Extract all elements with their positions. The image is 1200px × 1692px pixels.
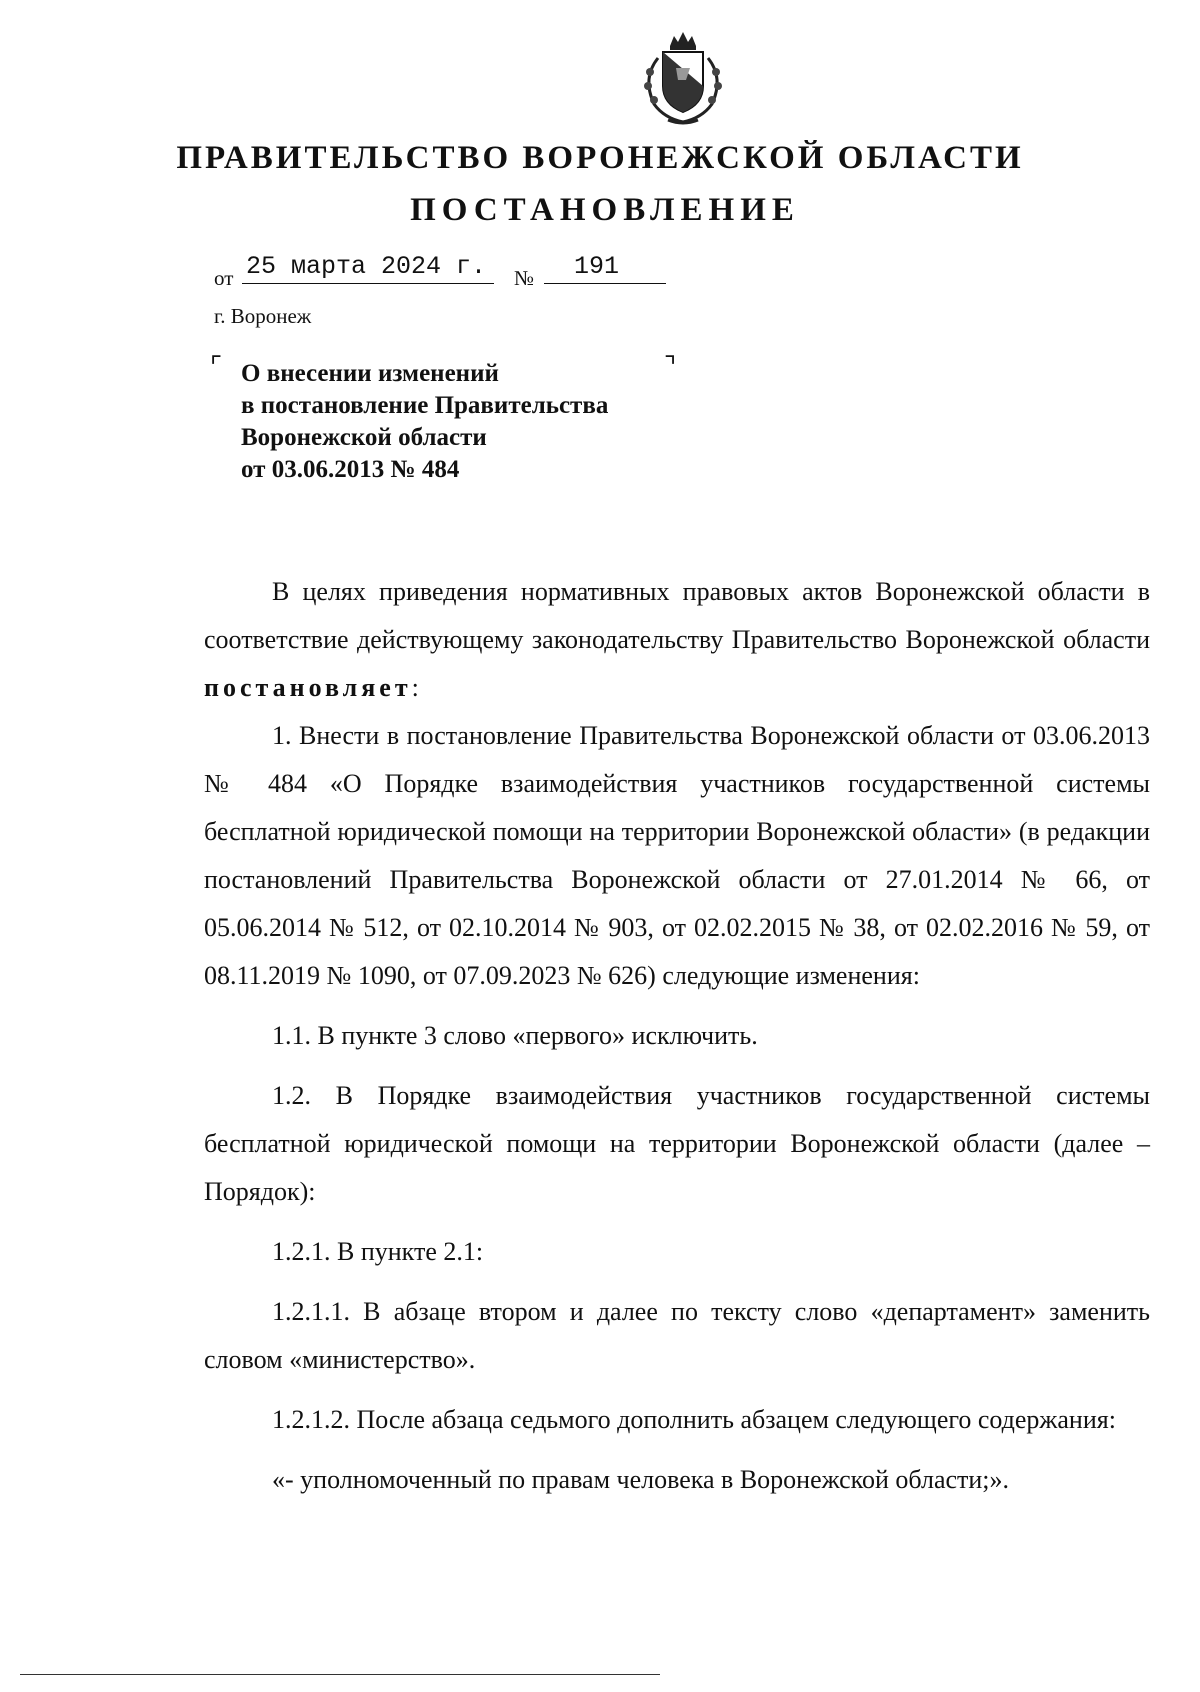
subject-line: О внесении изменений [241,360,499,387]
preamble-paragraph [204,568,1150,712]
subject-line: в постановление Правительства [241,392,609,419]
item-1-1: 1.1. В пункте 3 слово «первого» исключить. [272,1021,758,1050]
government-name: ПРАВИТЕЛЬСТВО ВОРОНЕЖСКОЙ ОБЛАСТИ [176,140,1024,176]
item-1-2-1-2: 1.2.1.2. После абзаца седьмого дополнить абзацем следующего содержания: [272,1405,1116,1434]
item-1-2: 1.2. В Порядке взаимодействия участников государственной системы бесплатной юридической помощи на территории Воронежской области (далее – Порядок): [204,1081,1150,1206]
footer-rule [20,1674,660,1675]
from-label: от [214,266,234,290]
number-label: № [514,266,535,290]
item-1-2-1-1: 1.2.1.1. В абзаце втором и далее по тексту слово «департамент» заменить словом «министерство». [204,1297,1150,1374]
item-1: 1. Внести в постановление Правительства Воронежской области от 03.06.2013 № 484 «О Порядке взаимодействия участников государственной системы бесплатной юридической помощи на территории Воронежской области» (в редакции постановлений Правительства Воронежской области от 27.01.2014 № 66, от 05.06.2014 № 512, от 02.10.2014 № 903, от 02.02.2015 № 38, от 02.02.2016 № 59, от 08.11.2019 № 1090, от 07.09.2023 № 626) следующие изменения: [204,721,1150,990]
preamble-colon: : [411,673,419,702]
subject-line: Воронежской области [241,424,487,451]
subject-line: от 03.06.2013 № 484 [241,456,460,483]
decree-number: 191 [544,252,666,284]
quoted-addition: «- уполномоченный по правам человека в Воронежской области;». [272,1465,1010,1494]
item-1-2-1: 1.2.1. В пункте 2.1: [272,1237,484,1266]
document-type: ПОСТАНОВЛЕНИЕ [410,192,800,228]
resolves-word: постановляет [204,673,412,702]
decree-body [204,568,1150,1504]
subject-bracket-left: ⌜ [210,352,223,382]
voronezh-coat-of-arms-icon [628,28,738,128]
city-line: г. Воронеж [214,304,312,328]
decree-subject [241,358,701,486]
preamble-text: В целях приведения нормативных правовых актов Воронежской области в соответствие действующему законодательству Правительство Воронежской области [204,577,1150,654]
decree-date: 25 марта 2024 г. [242,252,494,284]
subject-bracket-right: ⌝ [664,352,677,382]
